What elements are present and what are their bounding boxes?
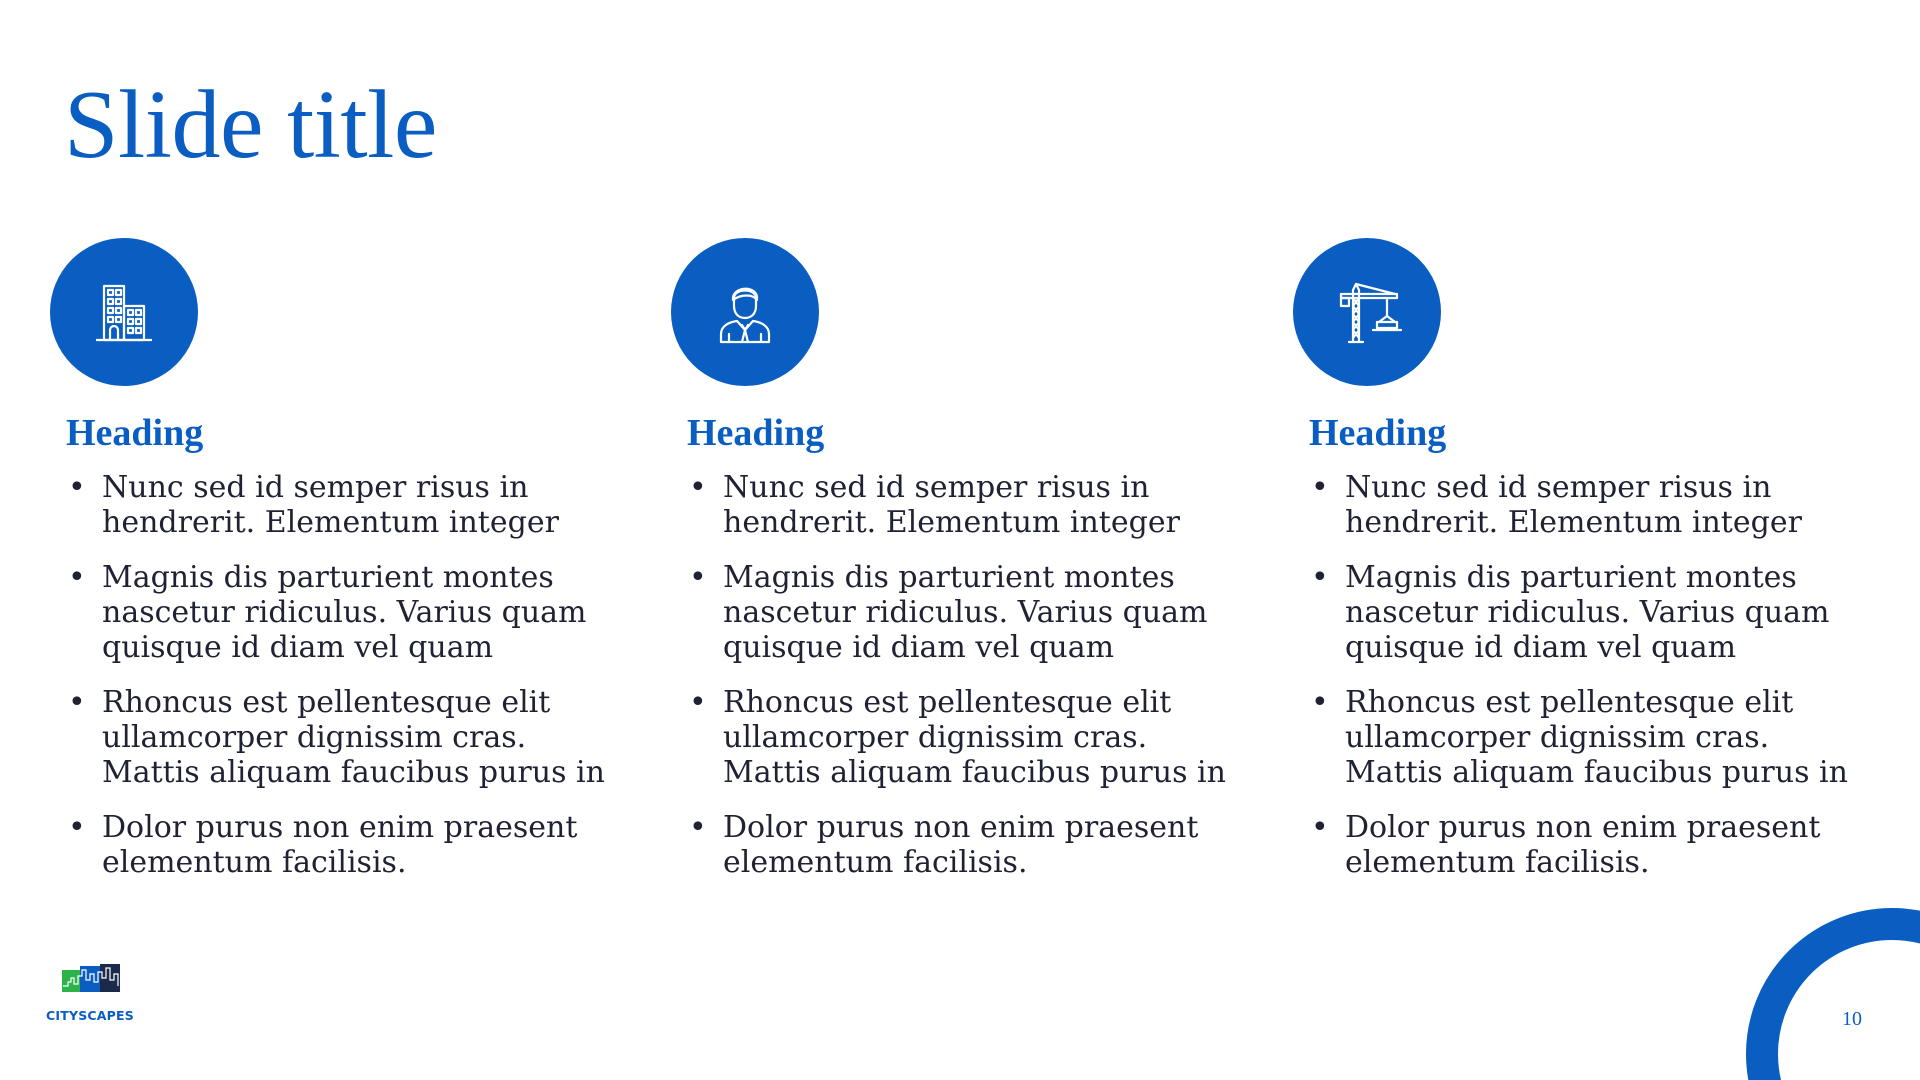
list-item [687,470,1231,540]
bullet-dot: • [1311,684,1329,720]
bullet-dot: • [1311,559,1329,595]
content-column-1 [50,238,610,900]
bullet-dot: • [1311,469,1329,505]
cityscapes-logo [46,962,136,1023]
construction-crane-icon [1293,238,1441,386]
bullet-text: Dolor purus non enim praesent elementum facilisis. [102,809,578,880]
bullet-dot: • [689,684,707,720]
bullet-text: Dolor purus non enim praesent elementum facilisis. [1345,809,1821,880]
logo-text: CITYSCAPES [46,1008,134,1023]
bullet-dot: • [689,559,707,595]
bullet-dot: • [68,469,86,505]
list-item [1309,810,1853,880]
bullet-dot: • [68,559,86,595]
decorative-ring [1746,908,1920,1080]
bullet-text: Dolor purus non enim praesent elementum facilisis. [723,809,1199,880]
page-number: 10 [1842,1008,1862,1030]
bullet-list [1309,470,1853,880]
bullet-text: Nunc sed id semper risus in hendrerit. Elementum integer [723,469,1180,540]
list-item [1309,560,1853,665]
bullet-text: Magnis dis parturient montes nascetur ridiculus. Varius quam quisque id diam vel quam [102,559,587,665]
bullet-dot: • [68,809,86,845]
list-item [66,470,610,540]
list-item [66,810,610,880]
bullet-text: Nunc sed id semper risus in hendrerit. Elementum integer [102,469,559,540]
column-heading: Heading [66,412,204,454]
content-column-2 [671,238,1231,900]
bullet-list [687,470,1231,880]
bullet-dot: • [1311,809,1329,845]
list-item [687,560,1231,665]
bullet-list [66,470,610,880]
list-item [1309,470,1853,540]
bullet-text: Rhoncus est pellentesque elit ullamcorper dignissim cras. Mattis aliquam faucibus purus in [102,684,605,790]
bullet-dot: • [68,684,86,720]
bullet-dot: • [689,809,707,845]
businessperson-icon [671,238,819,386]
list-item [687,810,1231,880]
list-item [66,685,610,790]
list-item [1309,685,1853,790]
list-item [687,685,1231,790]
office-building-icon [50,238,198,386]
cityscapes-logo-icon [60,962,122,1002]
bullet-dot: • [689,469,707,505]
content-column-3 [1293,238,1853,900]
list-item [66,560,610,665]
bullet-text: Nunc sed id semper risus in hendrerit. Elementum integer [1345,469,1802,540]
column-heading: Heading [1309,412,1447,454]
slide-title: Slide title [64,71,437,179]
bullet-text: Magnis dis parturient montes nascetur ridiculus. Varius quam quisque id diam vel quam [723,559,1208,665]
bullet-text: Rhoncus est pellentesque elit ullamcorper dignissim cras. Mattis aliquam faucibus purus in [723,684,1226,790]
bullet-text: Magnis dis parturient montes nascetur ridiculus. Varius quam quisque id diam vel quam [1345,559,1830,665]
column-heading: Heading [687,412,825,454]
bullet-text: Rhoncus est pellentesque elit ullamcorper dignissim cras. Mattis aliquam faucibus purus in [1345,684,1848,790]
